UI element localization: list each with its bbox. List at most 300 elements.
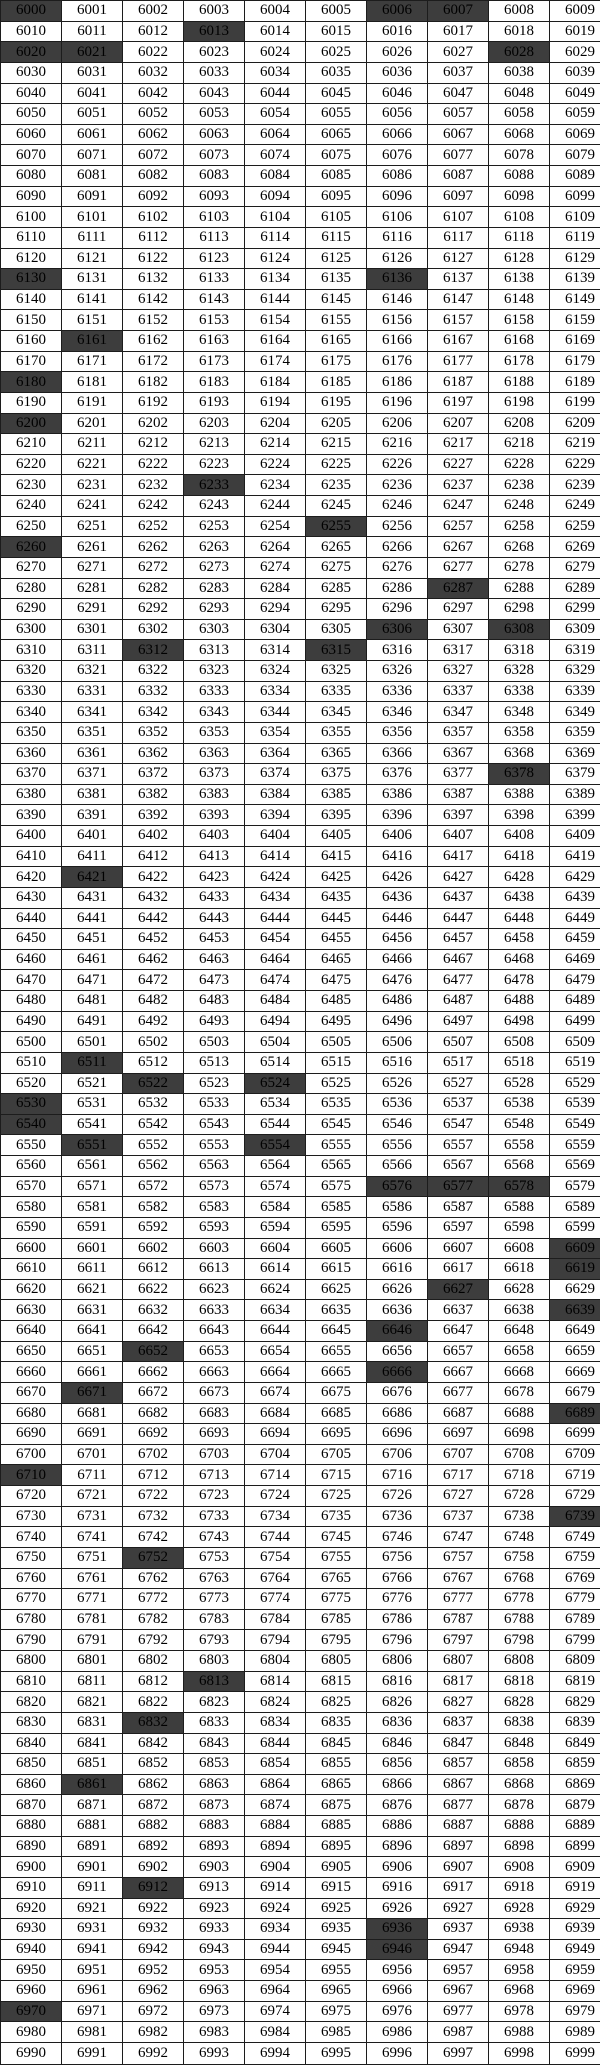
number-cell: 6711 (62, 1465, 123, 1486)
number-cell: 6018 (489, 21, 550, 42)
number-cell: 6441 (62, 908, 123, 929)
number-cell: 6933 (184, 1919, 245, 1940)
number-cell: 6991 (62, 2042, 123, 2064)
number-cell: 6645 (306, 1321, 367, 1342)
table-row (1, 1568, 600, 1589)
number-cell: 6169 (550, 331, 600, 352)
number-cell: 6320 (1, 661, 62, 682)
number-cell: 6867 (428, 1774, 489, 1795)
number-cell: 6706 (367, 1444, 428, 1465)
number-cell: 6624 (245, 1279, 306, 1300)
number-cell: 6774 (245, 1589, 306, 1610)
number-cell: 6438 (489, 887, 550, 908)
number-cell: 6819 (550, 1671, 600, 1692)
number-cell: 6795 (306, 1630, 367, 1651)
number-cell: 6213 (184, 434, 245, 455)
number-cell: 6944 (245, 1939, 306, 1960)
number-cell: 6692 (123, 1424, 184, 1445)
number-cell: 6958 (489, 1960, 550, 1981)
number-cell: 6818 (489, 1671, 550, 1692)
number-cell: 6550 (1, 1135, 62, 1156)
number-cell: 6996 (367, 2042, 428, 2064)
number-cell: 6900 (1, 1857, 62, 1878)
number-cell: 6301 (62, 619, 123, 640)
number-cell: 6293 (184, 599, 245, 620)
number-cell: 6793 (184, 1630, 245, 1651)
number-cell: 6895 (306, 1836, 367, 1857)
number-cell: 6637 (428, 1300, 489, 1321)
table-row (1, 1877, 600, 1898)
number-cell: 6071 (62, 145, 123, 166)
number-cell: 6022 (123, 42, 184, 63)
number-cell: 6939 (550, 1919, 600, 1940)
number-cell: 6907 (428, 1857, 489, 1878)
number-cell: 6527 (428, 1073, 489, 1094)
number-cell-highlighted: 6540 (1, 1114, 62, 1135)
number-cell: 6474 (245, 970, 306, 991)
number-cell: 6561 (62, 1156, 123, 1177)
number-cell: 6428 (489, 867, 550, 888)
number-cell: 6626 (367, 1279, 428, 1300)
number-cell: 6410 (1, 846, 62, 867)
number-cell: 6625 (306, 1279, 367, 1300)
number-cell: 6541 (62, 1114, 123, 1135)
number-cell: 6082 (123, 166, 184, 187)
number-cell: 6232 (123, 475, 184, 496)
table-row (1, 1094, 600, 1115)
number-cell-highlighted: 6576 (367, 1176, 428, 1197)
number-cell: 6262 (123, 537, 184, 558)
number-cell: 6074 (245, 145, 306, 166)
number-cell: 6746 (367, 1527, 428, 1548)
number-cell: 6677 (428, 1382, 489, 1403)
number-cell: 6651 (62, 1341, 123, 1362)
table-row (1, 1362, 600, 1383)
number-cell: 6777 (428, 1589, 489, 1610)
number-cell-highlighted: 6013 (184, 21, 245, 42)
number-cell: 6957 (428, 1960, 489, 1981)
number-cell: 6581 (62, 1197, 123, 1218)
number-cell-highlighted: 6161 (62, 331, 123, 352)
number-cell: 6329 (550, 661, 600, 682)
number-cell: 6216 (367, 434, 428, 455)
number-cell: 6223 (184, 454, 245, 475)
number-cell: 6113 (184, 227, 245, 248)
number-cell: 6052 (123, 104, 184, 125)
number-cell: 6414 (245, 846, 306, 867)
number-cell: 6672 (123, 1382, 184, 1403)
number-cell: 6085 (306, 166, 367, 187)
number-cell: 6860 (1, 1774, 62, 1795)
number-cell: 6822 (123, 1692, 184, 1713)
number-cell: 6620 (1, 1279, 62, 1300)
number-cell: 6396 (367, 805, 428, 826)
number-cell: 6608 (489, 1238, 550, 1259)
number-cell: 6714 (245, 1465, 306, 1486)
number-cell: 6998 (489, 2042, 550, 2064)
number-cell: 6701 (62, 1444, 123, 1465)
number-cell: 6875 (306, 1795, 367, 1816)
number-cell: 6099 (550, 186, 600, 207)
number-cell: 6913 (184, 1877, 245, 1898)
number-cell: 6732 (123, 1506, 184, 1527)
number-cell: 6546 (367, 1114, 428, 1135)
number-cell: 6605 (306, 1238, 367, 1259)
table-row (1, 1981, 600, 2002)
number-cell: 6416 (367, 846, 428, 867)
number-cell-highlighted: 6739 (550, 1506, 600, 1527)
number-cell: 6650 (1, 1341, 62, 1362)
number-cell: 6098 (489, 186, 550, 207)
number-cell: 6638 (489, 1300, 550, 1321)
number-cell: 6845 (306, 1733, 367, 1754)
number-cell: 6337 (428, 681, 489, 702)
number-cell: 6397 (428, 805, 489, 826)
number-cell: 6102 (123, 207, 184, 228)
number-cell: 6333 (184, 681, 245, 702)
number-cell: 6947 (428, 1939, 489, 1960)
number-cell: 6426 (367, 867, 428, 888)
number-cell: 6688 (489, 1403, 550, 1424)
number-cell: 6848 (489, 1733, 550, 1754)
number-cell: 6533 (184, 1094, 245, 1115)
number-cell: 6582 (123, 1197, 184, 1218)
number-cell: 6502 (123, 1032, 184, 1053)
number-cell: 6049 (550, 83, 600, 104)
number-cell: 6234 (245, 475, 306, 496)
number-cell: 6537 (428, 1094, 489, 1115)
number-cell: 6270 (1, 557, 62, 578)
number-cell: 6182 (123, 372, 184, 393)
number-cell: 6811 (62, 1671, 123, 1692)
number-cell: 6268 (489, 537, 550, 558)
number-cell: 6563 (184, 1156, 245, 1177)
number-cell: 6413 (184, 846, 245, 867)
number-cell: 6575 (306, 1176, 367, 1197)
number-cell: 6229 (550, 454, 600, 475)
number-cell: 6921 (62, 1898, 123, 1919)
number-cell: 6118 (489, 227, 550, 248)
number-cell: 6859 (550, 1754, 600, 1775)
number-cell: 6096 (367, 186, 428, 207)
number-cell: 6667 (428, 1362, 489, 1383)
number-cell-highlighted: 6936 (367, 1919, 428, 1940)
number-cell: 6516 (367, 1052, 428, 1073)
number-cell-highlighted: 6666 (367, 1362, 428, 1383)
number-cell: 6178 (489, 351, 550, 372)
number-cell: 6960 (1, 1981, 62, 2002)
number-cell: 6148 (489, 289, 550, 310)
number-cell: 6062 (123, 124, 184, 145)
number-cell: 6803 (184, 1651, 245, 1672)
number-cell: 6081 (62, 166, 123, 187)
number-cell: 6023 (184, 42, 245, 63)
number-cell: 6509 (550, 1032, 600, 1053)
number-cell: 6352 (123, 722, 184, 743)
number-cell: 6694 (245, 1424, 306, 1445)
number-cell: 6252 (123, 516, 184, 537)
number-cell: 6158 (489, 310, 550, 331)
number-cell: 6974 (245, 2001, 306, 2022)
number-cell: 6384 (245, 784, 306, 805)
number-cell: 6588 (489, 1197, 550, 1218)
table-row (1, 2001, 600, 2022)
number-cell-highlighted: 6646 (367, 1321, 428, 1342)
number-cell: 6351 (62, 722, 123, 743)
number-cell: 6488 (489, 991, 550, 1012)
number-cell: 6448 (489, 908, 550, 929)
number-cell: 6114 (245, 227, 306, 248)
number-cell: 6720 (1, 1486, 62, 1507)
number-cell: 6012 (123, 21, 184, 42)
number-cell: 6257 (428, 516, 489, 537)
number-cell-highlighted: 6233 (184, 475, 245, 496)
number-cell: 6963 (184, 1981, 245, 2002)
number-cell: 6043 (184, 83, 245, 104)
number-cell: 6064 (245, 124, 306, 145)
number-cell: 6948 (489, 1939, 550, 1960)
number-cell: 6269 (550, 537, 600, 558)
number-cell-highlighted: 6130 (1, 269, 62, 290)
number-cell: 6420 (1, 867, 62, 888)
number-cell: 6890 (1, 1836, 62, 1857)
number-cell: 6015 (306, 21, 367, 42)
number-cell: 6277 (428, 557, 489, 578)
number-cell: 6798 (489, 1630, 550, 1651)
table-row (1, 413, 600, 434)
number-cell: 6122 (123, 248, 184, 269)
number-cell: 6628 (489, 1279, 550, 1300)
number-cell: 6853 (184, 1754, 245, 1775)
number-cell: 6485 (306, 991, 367, 1012)
table-row (1, 1135, 600, 1156)
number-cell: 6435 (306, 887, 367, 908)
number-cell: 6708 (489, 1444, 550, 1465)
number-cell: 6601 (62, 1238, 123, 1259)
number-cell: 6603 (184, 1238, 245, 1259)
number-cell: 6633 (184, 1300, 245, 1321)
number-cell: 6480 (1, 991, 62, 1012)
table-row (1, 104, 600, 125)
number-cell: 6054 (245, 104, 306, 125)
number-cell: 6597 (428, 1217, 489, 1238)
number-cell: 6291 (62, 599, 123, 620)
number-cell: 6508 (489, 1032, 550, 1053)
number-cell: 6751 (62, 1547, 123, 1568)
number-cell: 6459 (550, 929, 600, 950)
number-cell: 6545 (306, 1114, 367, 1135)
number-cell: 6423 (184, 867, 245, 888)
number-cell: 6463 (184, 949, 245, 970)
number-cell: 6926 (367, 1898, 428, 1919)
number-cell: 6140 (1, 289, 62, 310)
number-cell: 6640 (1, 1321, 62, 1342)
number-cell: 6058 (489, 104, 550, 125)
number-cell-highlighted: 6522 (123, 1073, 184, 1094)
number-cell: 6166 (367, 331, 428, 352)
number-cell: 6696 (367, 1424, 428, 1445)
table-row (1, 1486, 600, 1507)
number-cell: 6983 (184, 2022, 245, 2043)
number-cell: 6379 (550, 764, 600, 785)
number-cell: 6988 (489, 2022, 550, 2043)
table-row (1, 496, 600, 517)
number-cell: 6134 (245, 269, 306, 290)
number-cell: 6592 (123, 1217, 184, 1238)
number-cell: 6298 (489, 599, 550, 620)
number-cell: 6491 (62, 1011, 123, 1032)
number-cell-highlighted: 6578 (489, 1176, 550, 1197)
number-cell: 6375 (306, 764, 367, 785)
number-cell: 6382 (123, 784, 184, 805)
number-cell: 6862 (123, 1774, 184, 1795)
table-row (1, 392, 600, 413)
number-cell: 6321 (62, 661, 123, 682)
table-row (1, 784, 600, 805)
number-cell: 6124 (245, 248, 306, 269)
number-cell: 6373 (184, 764, 245, 785)
number-cell: 6525 (306, 1073, 367, 1094)
number-cell: 6041 (62, 83, 123, 104)
number-cell: 6886 (367, 1816, 428, 1837)
table-row (1, 124, 600, 145)
number-cell: 6871 (62, 1795, 123, 1816)
number-cell: 6763 (184, 1568, 245, 1589)
number-cell: 6205 (306, 413, 367, 434)
number-cell-highlighted: 6306 (367, 619, 428, 640)
number-cell: 6690 (1, 1424, 62, 1445)
table-row (1, 1939, 600, 1960)
number-cell: 6196 (367, 392, 428, 413)
number-cell: 6927 (428, 1898, 489, 1919)
number-cell: 6505 (306, 1032, 367, 1053)
table-row (1, 1073, 600, 1094)
number-cell-highlighted: 6970 (1, 2001, 62, 2022)
number-cell: 6657 (428, 1341, 489, 1362)
table-row (1, 578, 600, 599)
number-cell: 6769 (550, 1568, 600, 1589)
number-cell: 6222 (123, 454, 184, 475)
number-cell: 6712 (123, 1465, 184, 1486)
number-cell: 6993 (184, 2042, 245, 2064)
number-cell: 6251 (62, 516, 123, 537)
number-cell: 6754 (245, 1547, 306, 1568)
number-cell: 6922 (123, 1898, 184, 1919)
number-cell: 6778 (489, 1589, 550, 1610)
number-cell: 6903 (184, 1857, 245, 1878)
number-cell: 6572 (123, 1176, 184, 1197)
number-cell: 6238 (489, 475, 550, 496)
table-row (1, 1630, 600, 1651)
number-cell: 6911 (62, 1877, 123, 1898)
number-cell: 6891 (62, 1836, 123, 1857)
number-cell: 6745 (306, 1527, 367, 1548)
number-cell: 6087 (428, 166, 489, 187)
number-cell: 6741 (62, 1527, 123, 1548)
number-cell: 6457 (428, 929, 489, 950)
number-cell: 6924 (245, 1898, 306, 1919)
number-cell: 6674 (245, 1382, 306, 1403)
number-cell-highlighted: 6006 (367, 1, 428, 22)
number-cell: 6181 (62, 372, 123, 393)
number-cell: 6826 (367, 1692, 428, 1713)
number-cell: 6631 (62, 1300, 123, 1321)
number-cell: 6371 (62, 764, 123, 785)
number-cell: 6029 (550, 42, 600, 63)
number-cell: 6390 (1, 805, 62, 826)
number-cell: 6665 (306, 1362, 367, 1383)
number-cell: 6296 (367, 599, 428, 620)
table-row (1, 1754, 600, 1775)
number-cell: 6743 (184, 1527, 245, 1548)
number-cell: 6219 (550, 434, 600, 455)
number-cell: 6365 (306, 743, 367, 764)
number-cell-highlighted: 6710 (1, 1465, 62, 1486)
table-row (1, 289, 600, 310)
number-cell: 6590 (1, 1217, 62, 1238)
number-cell: 6756 (367, 1547, 428, 1568)
number-cell: 6610 (1, 1259, 62, 1280)
number-cell: 6225 (306, 454, 367, 475)
number-cell: 6437 (428, 887, 489, 908)
number-cell: 6005 (306, 1, 367, 22)
number-cell: 6888 (489, 1816, 550, 1837)
number-cell: 6868 (489, 1774, 550, 1795)
number-cell: 6915 (306, 1877, 367, 1898)
number-cell: 6835 (306, 1712, 367, 1733)
number-cell: 6070 (1, 145, 62, 166)
number-cell: 6512 (123, 1052, 184, 1073)
number-cell: 6747 (428, 1527, 489, 1548)
number-cell: 6464 (245, 949, 306, 970)
number-cell: 6548 (489, 1114, 550, 1135)
number-cell: 6452 (123, 929, 184, 950)
number-cell: 6239 (550, 475, 600, 496)
number-cell: 6923 (184, 1898, 245, 1919)
number-cell: 6073 (184, 145, 245, 166)
number-cell: 6814 (245, 1671, 306, 1692)
number-cell: 6987 (428, 2022, 489, 2043)
number-cell: 6642 (123, 1321, 184, 1342)
table-row (1, 1300, 600, 1321)
number-cell: 6310 (1, 640, 62, 661)
number-cell: 6682 (123, 1403, 184, 1424)
number-cell: 6108 (489, 207, 550, 228)
number-cell: 6254 (245, 516, 306, 537)
number-cell: 6017 (428, 21, 489, 42)
table-row (1, 1403, 600, 1424)
number-cell: 6495 (306, 1011, 367, 1032)
number-cell: 6175 (306, 351, 367, 372)
number-cell: 6559 (550, 1135, 600, 1156)
number-cell: 6622 (123, 1279, 184, 1300)
number-cell: 6499 (550, 1011, 600, 1032)
table-row (1, 661, 600, 682)
number-cell: 6095 (306, 186, 367, 207)
number-cell: 6918 (489, 1877, 550, 1898)
number-cell: 6497 (428, 1011, 489, 1032)
number-cell: 6621 (62, 1279, 123, 1300)
number-cell: 6492 (123, 1011, 184, 1032)
number-cell: 6458 (489, 929, 550, 950)
table-row (1, 1527, 600, 1548)
number-cell: 6521 (62, 1073, 123, 1094)
number-cell: 6331 (62, 681, 123, 702)
number-cell: 6852 (123, 1754, 184, 1775)
number-cell: 6718 (489, 1465, 550, 1486)
number-cell: 6750 (1, 1547, 62, 1568)
number-cell: 6517 (428, 1052, 489, 1073)
